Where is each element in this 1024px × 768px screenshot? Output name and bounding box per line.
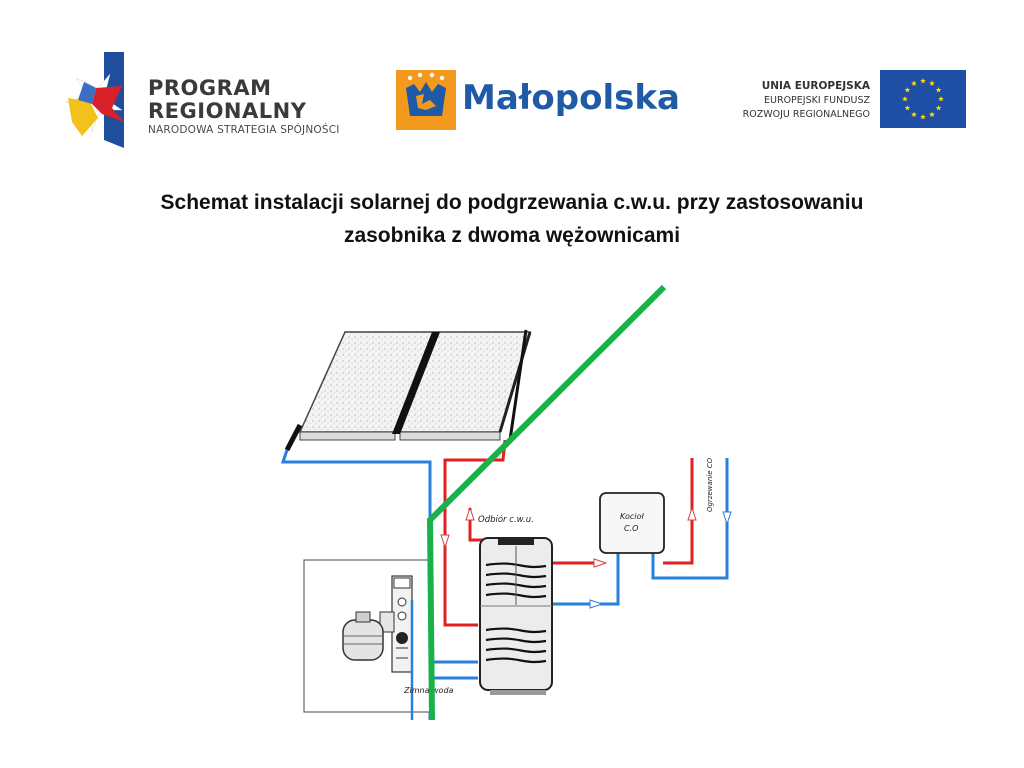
kociol-label-2: C.O: [624, 524, 639, 533]
program-line-1: PROGRAM: [148, 76, 272, 100]
eu-logo: [722, 70, 968, 130]
solar-installation-diagram: [260, 280, 740, 725]
title-line-1: Schemat instalacji solarnej do podgrzewania c.w.u. przy zastosowaniu: [160, 191, 864, 214]
storage-tank: [480, 538, 552, 695]
program-line-2: REGIONALNY: [148, 99, 307, 123]
collector-inlet-tube: [287, 425, 300, 450]
eu-flag-icon: [880, 70, 966, 128]
polish-flag-star-icon: [62, 52, 142, 152]
program-line-3: NARODOWA STRATEGIA SPÓJNOŚCI: [148, 124, 340, 136]
label-ogrzewanie: Ogrzewanie CO: [706, 457, 714, 512]
malopolska-logo: [396, 70, 696, 132]
hot-pipe-co-supply: [663, 458, 692, 563]
cold-pipe-kociol-return: [552, 552, 618, 604]
ue-line-2: EUROPEJSKI FUNDUSZ: [764, 95, 870, 106]
page-title: [60, 186, 964, 252]
ue-line-1: UNIA EUROPEJSKA: [761, 80, 870, 92]
malopolska-name: Małopolska: [462, 78, 680, 118]
ue-line-3: ROZWOJU REGIONALNEGO: [742, 109, 870, 120]
label-zimna-woda: Zimna woda: [404, 686, 454, 695]
malopolska-emblem-icon: [396, 70, 456, 130]
label-odbior: Odbiór c.w.u.: [478, 515, 534, 525]
kociol-label-1: Kocioł: [620, 512, 644, 521]
boiler-kociol: [600, 493, 664, 553]
title-line-2: zasobnika z dwoma wężownicami: [343, 224, 681, 247]
program-regionalny-logo: [62, 52, 362, 152]
